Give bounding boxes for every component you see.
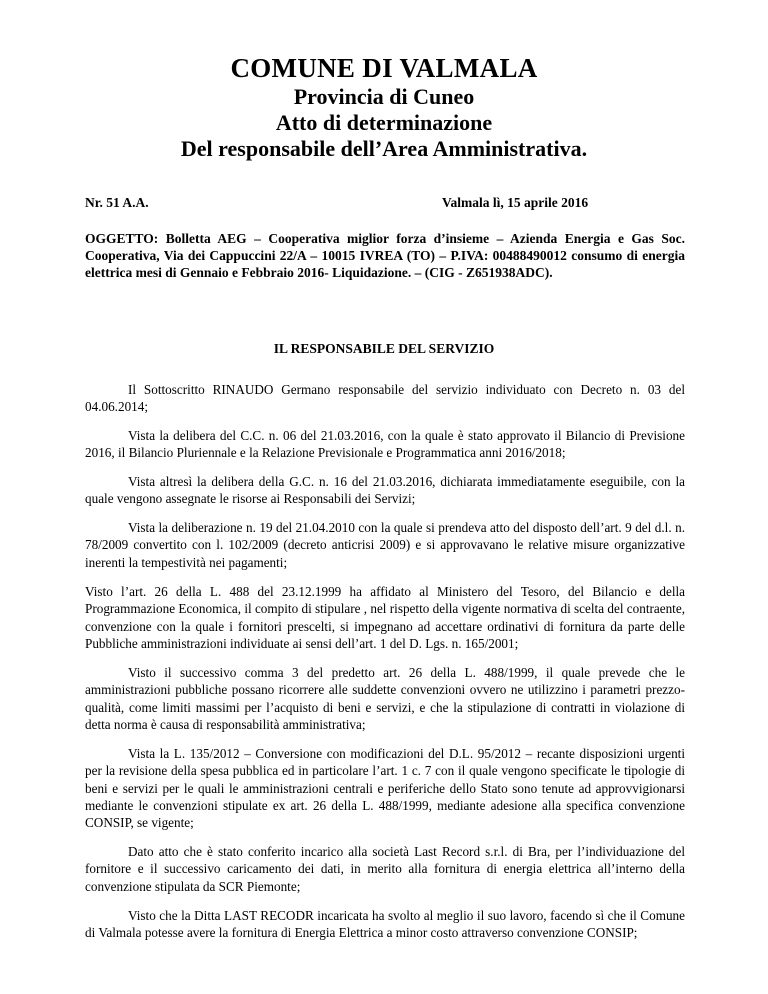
paragraph-text: Visto che la Ditta LAST RECODR incaricata ha svolto al meglio il suo lavoro, facendo sì che il Comune di Valmala potesse avere la fornitura di Energia Elettrica a minor costo attraverso convenzione CONSIP;: [85, 908, 685, 941]
paragraph-text: Vista la L. 135/2012 – Conversione con modificazioni del D.L. 95/2012 – recante disposizioni urgenti per la revisione della spesa pubblica ed in particolare l’art. 1 c. 7 con il quale vengono specificate le tipologie di beni e servizi per le quali le amministrazioni centrali e periferiche dello Stato sono tenute ad approvvigionarsi mediante le convenzioni stipulate ex art. 26 della L. 488/1999, mediante adesione alla specifica convenzione CONSIP, se vigente;: [85, 746, 685, 831]
paragraph-text: Il Sottoscritto RINAUDO Germano responsabile del servizio individuato con Decreto n. 03 del 04.06.2014;: [85, 382, 685, 415]
paragraph: [85, 843, 685, 895]
paragraph: [85, 745, 685, 831]
paragraph-text: Vista altresì la delibera della G.C. n. 16 del 21.03.2016, dichiarata immediatamente eseguibile, con la quale vengono assegnate le risorse ai Responsabili dei Servizi;: [85, 474, 685, 507]
paragraph-text: Vista la deliberazione n. 19 del 21.04.2010 con la quale si prendeva atto del disposto dell’art. 9 del d.l. n. 78/2009 convertito con l. 102/2009 (decreto anticrisi 2009) e si approvavano le relative misure organizzative inerenti la tempestività nei pagamenti;: [85, 520, 685, 570]
subject-paragraph: OGGETTO: Bolletta AEG – Cooperativa miglior forza d’insieme – Azienda Energia e Gas Soc. Cooperativa, Via dei Cappuccini 22/A – 10015 IVREA (TO) – P.IVA: 00488490012 consumo di energia elettrica mesi di Gennaio e Febbraio 2016- Liquidazione. – (CIG - Z651938ADC).: [85, 231, 685, 280]
paragraph: [85, 381, 685, 416]
municipality-title: COMUNE DI VALMALA: [230, 53, 538, 83]
place-date: Valmala lì, 15 aprile 2016: [442, 195, 589, 210]
paragraph-text: Vista la delibera del C.C. n. 06 del 21.03.2016, con la quale è stato approvato il Bilancio di Previsione 2016, il Bilancio Pluriennale e la Relazione Previsionale e Programmatica anni 2016/2018;: [85, 428, 685, 461]
paragraph: [85, 907, 685, 942]
act-number: Nr. 51 A.A.: [85, 195, 149, 210]
paragraph: [85, 519, 685, 571]
paragraph: [85, 427, 685, 462]
paragraph: [85, 583, 685, 652]
act-type-title: Atto di determinazione: [275, 110, 493, 135]
area-title: Del responsabile dell’Area Amministrativa.: [180, 136, 588, 161]
section-title: IL RESPONSABILE DEL SERVIZIO: [273, 341, 495, 356]
province-title: Provincia di Cuneo: [293, 84, 475, 109]
paragraph-text: Dato atto che è stato conferito incarico alla società Last Record s.r.l. di Bra, per l’individuazione del fornitore e il successivo caricamento dei dati, in merito alla fornitura di energia elettrica all’interno della convenzione stipulata da SCR Piemonte;: [85, 844, 685, 894]
paragraph: [85, 664, 685, 733]
paragraph-text: Visto il successivo comma 3 del predetto art. 26 della L. 488/1999, il quale prevede che le amministrazioni pubbliche possano ricorrere alle suddette convenzioni ovvero ne utilizzino i parametri prezzo-qualità, come limiti massimi per l’acquisto di beni e servizi, e che la stipulazione di contratti in violazione di detta norma è causa di responsabilità amministrativa;: [85, 665, 685, 732]
paragraph-text: Visto l’art. 26 della L. 488 del 23.12.1999 ha affidato al Ministero del Tesoro, del Bilancio e della Programmazione Economica, il compito di stipulare , nel rispetto della vigente normativa di scelta del contraente, convenzione con la quale i fornitori prescelti, si impegnano ad accettare ordinativi di fornitura da parte delle Pubbliche amministrazioni individuate ai sensi dell’art. 1 del D. Lgs. n. 165/2001;: [85, 584, 685, 651]
paragraph: [85, 473, 685, 508]
